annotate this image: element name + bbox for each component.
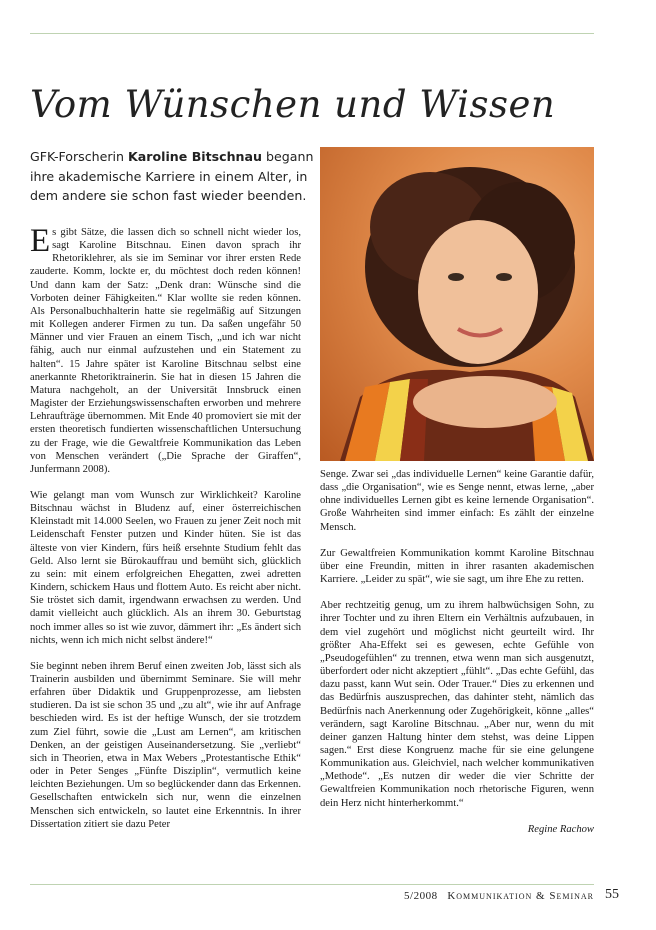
magazine-name: Kommunikation & Seminar	[447, 890, 594, 902]
top-rule	[30, 33, 594, 34]
lead-text-end: begann ihre akademische Karriere in einem Alter, in dem andere sie schon fast wieder beenden.	[30, 149, 314, 203]
article-column-right	[320, 468, 594, 849]
article-lead	[30, 147, 320, 206]
author-name: Regine Rachow	[527, 823, 594, 835]
page-number: 55	[605, 887, 619, 902]
article-paragraph: Aber rechtzeitig genug, um zu ihrem halbwüchsigen Sohn, zu ihrer Tochter und zu ihren Eltern ein Verhältnis aufzubauen, in dem viel zugehört und möglichst nicht geurteilt wird. Ihr größter Aha-Effekt sei es gewesen, echte Gefühle von „Pseudogefühlen“ zu trennen, etwa wenn man sich ausgenutzt, überfordert oder nicht akzeptiert „fühlt“. „Das echte Gefühl, das dazu passt, kann Wut sein. Oder Trauer.“ Dies zu erkennen und das Bedürfnis auszusprechen, das dahinter steht, nämlich das Bedürfnis nach Anerkennung oder Zugehörigkeit, könne „alles“ verändern, sagt Karoline Bitschnau. „Aber nur, wenn du mit deiner ganzen Haltung hinter dem stehst, was deine Lippen sagen.“ Erst diese Kongruenz mache für sie eine gelungene Kommunikation aus. Gleichviel, nach welcher kommunikativen „Methode“. „Es nutzen dir weder die vier Schritte der Gewaltfreien Kommunikation noch rhetorische Figuren, wenn dein Herz nicht hinterherkommt.“	[320, 600, 594, 809]
lead-text-start: GFK-Forscherin	[30, 149, 129, 164]
bottom-rule	[30, 884, 594, 885]
article-paragraph: Es gibt Sätze, die lassen dich so schnell nicht wieder los, sagt Karoline Bitschnau. Einen davon sprach ihr Rhetoriklehrer, als sie im Seminar vor ihrer ersten Rede zauderte. Komm, lockte er, du möchtest doch reden können! Und dann kam der Satz: „Denk dran: Wünsche sind die Vorboten deiner Fähigkeiten.“ Klar wollte sie reden können. Als Personalbuchhalterin hatte sie regelmäßig auf Sitzungen mit Kollegen anderer Firmen zu tun. Da saßen ungefähr 50 Männer und vier Frauen an einem Tisch, „und ich war nicht fähig, auch nur einmal aufzustehen und ein Statement zu halten“. 15 Jahre später ist Karoline Bitschnau selbst eine anerkannte Rhetoriktrainerin. Sie hat in diesen 15 Jahren die Matura nachgeholt, an der Universität Innsbruck einen Magister der Erziehungswissenschaften erworben und mehrere Lehraufträge übernommen. Mit Ende 40 promoviert sie mit der ersten theoretisch fundierten wissenschaftlichen Untersuchung zu der Frage, wie die Gewaltfreie Kommunikation das Leben von Menschen verändert („Die Sprache der Giraffen“, Junfermann 2008).	[30, 223, 301, 475]
portrait-photo	[320, 147, 594, 461]
article-paragraph: Senge. Zwar sei „das individuelle Lernen“ keine Garantie dafür, dass „die Organisation“, wie es Senge nennt, etwas lerne, „aber ohne individuelles Lernen gibt es keine lernende Organisation“. Große Wahrheiten sind immer einfach: Es zählt der einzelne Mensch.	[320, 469, 594, 533]
portrait-illustration	[320, 147, 594, 461]
article-paragraph: Zur Gewaltfreien Kommunikation kommt Karoline Bitschnau über eine Freundin, mitten in ihrer rasanten akademischen Karriere. „Leider zu spät“, wie sie sagt, um ihre Ehe zu retten.	[320, 547, 594, 586]
issue-number: 5/2008	[404, 890, 438, 902]
article-column-left	[30, 223, 301, 844]
drop-cap: E	[30, 223, 51, 259]
footer-issue	[404, 890, 594, 902]
article-paragraph: Sie beginnt neben ihrem Beruf einen zweiten Job, lässt sich als Trainerin ausbilden und übernimmt Seminare. Sie will mehr erfahren über Didaktik und Gruppenprozesse, am liebsten studieren. Da ist sie schon 35 und „zu alt“, wie ihr auf Anfrage beschieden wird. Es ist der heftige Wunsch, der sie trotzdem zum Ziel führt, sowie die „Lust am Lernen“, am kritischen Denken, an der geistigen Auseinandersetzung. Sie „verliebt“ sich in Theorien, etwa in Max Webers „Protestantische Ethik“ oder in Peter Senges „Fünfte Disziplin“, vermutlich keine leichten Beziehungen. Um so beglückender dann das Erkennen. Gesellschaften entwickeln sich nur, wenn die einzelnen Menschen sich entwickeln, so lautet eine Erkenntnis. In ihrer Dissertation zitiert sie dazu Peter	[30, 660, 301, 830]
lead-person-name: Karoline Bitschnau	[128, 149, 262, 164]
article-title: Vom Wünschen und Wissen	[30, 83, 556, 126]
article-paragraph: Wie gelangt man vom Wunsch zur Wirklichkeit? Karoline Bitschnau wächst in Bludenz auf, einer österreichischen Kleinstadt mit 14.000 Seelen, wo Frauen zu jener Zeit noch mit Leidenschaft Fenster putzen und Kinder hüten. Sie ist das älteste von vier Kindern, fürs heiß ersehnte Studium fehlt das Geld. Also lernt sie Bürokauffrau und bemüht sich, glücklich zu sein: mit einem erfolgreichen Ehegatten, zwei adretten Kindern, schickem Haus und flottem Auto. Es reicht aber nicht. Sie tröstet sich damit, irgendwann erwachsen zu werden. Und damit vielleicht auch glücklich. Als an ihrem 30. Geburtstag noch immer alles so ist wie zuvor, dämmert ihr: „Es ändert sich nichts, wenn ich mich nicht selbst ändere!“	[30, 489, 301, 646]
